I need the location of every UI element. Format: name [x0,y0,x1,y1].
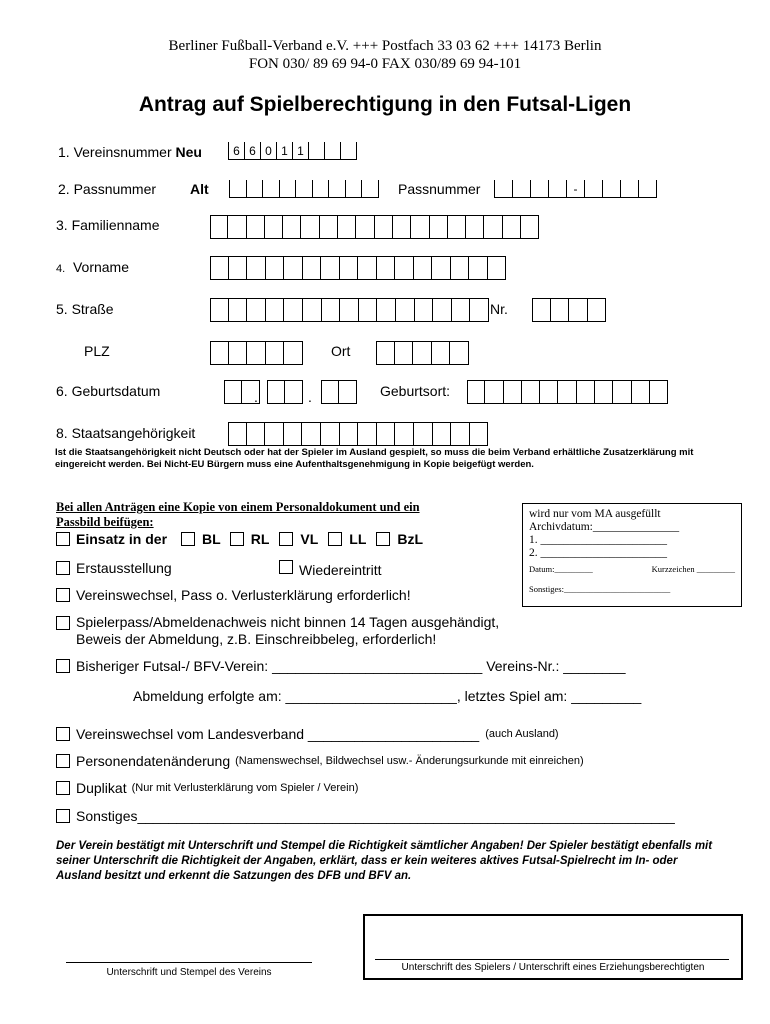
geburtsdatum-label: 6. Geburtsdatum [56,383,161,399]
plz-input[interactable] [210,341,303,365]
character-cell[interactable] [361,180,378,198]
vereinswechsel-label: Vereinswechsel, Pass o. Verlusterklärung erforderlich! [76,587,411,603]
vl-label: VL [300,531,319,547]
neu-label: Neu [175,144,202,160]
spielerpass-checkbox[interactable] [56,616,70,630]
character-cell[interactable] [229,180,246,198]
spieler-signature-label: Unterschrift des Spielers / Unterschrift eines Erziehungsberechtigten [401,962,705,973]
cell-end [356,142,357,160]
character-cell[interactable] [613,380,631,404]
character-cell[interactable] [284,256,303,280]
character-cell[interactable] [229,298,248,322]
duplikat-checkbox[interactable] [56,781,70,795]
character-cell[interactable] [247,215,265,239]
verein-signature-line[interactable] [66,962,312,963]
landesverband-note: (auch Ausland) [485,728,559,740]
character-cell[interactable] [650,380,668,404]
character-cell[interactable] [632,380,650,404]
character-cell[interactable] [470,298,489,322]
bisheriger-verein-label: Bisheriger Futsal-/ BFV-Verein: ___________________________ Vereins-Nr.: ________ [76,658,626,674]
character-cell[interactable] [376,341,395,365]
character-cell[interactable] [312,180,329,198]
character-cell[interactable]: 0 [260,142,276,160]
vereinsnummer-label: 1. Vereinsnummer Neu [58,144,202,160]
character-cell[interactable] [295,180,312,198]
strasse-label: 5. Straße [56,301,114,317]
bisheriger-verein-checkbox[interactable] [56,659,70,673]
character-cell[interactable]: 1 [276,142,292,160]
duplikat-note: (Nur mit Verlusterklärung vom Spieler / Verein) [131,782,359,794]
character-cell[interactable] [358,422,377,446]
character-cell[interactable] [395,422,414,446]
strasse-input[interactable] [210,298,489,322]
rl-checkbox[interactable] [230,532,244,546]
character-cell[interactable] [324,142,340,160]
character-cell[interactable] [595,380,613,404]
character-cell[interactable] [359,298,378,322]
character-cell[interactable] [467,380,485,404]
character-cell[interactable] [303,298,322,322]
character-cell[interactable] [262,180,279,198]
header-contact: FON 030/ 89 69 94-0 FAX 030/89 69 94-101 [248,56,522,72]
character-cell[interactable] [284,422,303,446]
character-cell[interactable] [340,298,359,322]
geburtsmonat-input[interactable] [267,380,303,404]
character-cell[interactable] [638,180,656,198]
character-cell[interactable] [430,215,448,239]
ll-checkbox[interactable] [328,532,342,546]
character-cell[interactable] [558,380,576,404]
character-cell[interactable] [210,341,229,365]
character-cell[interactable] [228,422,247,446]
abmeldung-label: Abmeldung erfolgte am: ______________________, letztes Spiel am: _________ [133,688,642,704]
character-cell[interactable] [396,298,415,322]
character-cell[interactable] [266,298,285,322]
character-cell[interactable]: 6 [228,142,244,160]
verein-signature-label: Unterschrift und Stempel des Vereins [106,967,272,978]
einsatz-row: Einsatz in der BL RL VL LL BzL [56,531,423,547]
character-cell[interactable] [540,380,558,404]
character-cell[interactable] [284,298,303,322]
character-cell[interactable] [338,215,356,239]
vl-checkbox[interactable] [279,532,293,546]
character-cell[interactable] [301,215,319,239]
character-cell[interactable] [266,341,285,365]
passnummer2-label: Passnummer [398,181,481,197]
character-cell[interactable] [551,298,570,322]
character-cell[interactable] [395,256,414,280]
character-cell[interactable] [320,215,338,239]
vorname-input[interactable] [210,256,506,280]
character-cell[interactable] [504,380,522,404]
character-cell[interactable] [308,142,324,160]
character-cell[interactable] [247,341,266,365]
character-cell[interactable] [210,298,229,322]
vorname-label: 4. Vorname [56,259,130,275]
character-cell[interactable] [451,256,470,280]
erstausstellung-checkbox[interactable] [56,561,70,575]
character-cell[interactable] [522,380,540,404]
character-cell[interactable] [340,142,356,160]
alt-label: Alt [190,181,209,197]
character-cell[interactable] [415,298,434,322]
geburtsjahr-input[interactable] [321,380,357,404]
character-cell[interactable] [448,215,466,239]
kopie-note: Bei allen Anträgen eine Kopie von einem Personaldokument und ein Passbild beifügen: [56,500,420,529]
landesverband-checkbox[interactable] [56,727,70,741]
character-cell[interactable] [345,180,362,198]
character-cell[interactable] [283,215,301,239]
character-cell[interactable] [377,422,396,446]
character-cell[interactable] [356,215,374,239]
character-cell[interactable] [375,215,393,239]
date-separator: . [308,389,312,405]
date-separator: . [254,389,258,405]
character-cell[interactable] [512,180,530,198]
rl-label: RL [250,531,270,547]
ll-label: LL [349,531,367,547]
character-cell[interactable] [484,215,502,239]
character-cell[interactable] [530,180,548,198]
cell-end [656,180,657,198]
passnummer-label: 2. Passnummer [58,181,157,197]
plz-label: PLZ [84,343,110,359]
familienname-label: 3. Familienname [56,217,160,233]
bl-checkbox[interactable] [181,532,195,546]
character-cell[interactable] [584,180,602,198]
character-cell[interactable] [503,215,521,239]
spieler-signature-line [375,959,729,960]
familienname-input[interactable] [210,215,539,239]
passnummer2-input[interactable] [494,180,657,198]
einsatz-checkbox[interactable] [56,532,70,546]
character-cell[interactable] [432,341,451,365]
ort-label: Ort [331,343,351,359]
character-cell[interactable] [377,298,396,322]
ort-input[interactable] [376,341,469,365]
character-cell[interactable] [321,380,339,404]
character-cell[interactable] [340,256,359,280]
wiedereintritt-checkbox[interactable] [279,560,293,574]
character-cell[interactable] [339,380,357,404]
character-cell[interactable] [433,298,452,322]
character-cell[interactable] [377,256,396,280]
character-cell[interactable] [450,341,469,365]
wiedereintritt-label: Wiedereintritt [299,562,382,578]
character-cell[interactable] [433,422,452,446]
character-cell[interactable] [588,298,607,322]
character-cell[interactable] [265,422,284,446]
geburtsort-label: Geburtsort: [380,383,451,399]
nr-label: Nr. [490,301,508,317]
character-cell[interactable] [548,180,566,198]
character-cell[interactable] [302,422,321,446]
duplikat-label: Duplikat [76,780,127,796]
character-cell[interactable] [229,256,248,280]
character-cell[interactable] [569,298,588,322]
staat-input[interactable] [228,422,488,446]
character-cell[interactable] [210,215,228,239]
bl-label: BL [202,531,221,547]
landesverband-label: Vereinswechsel vom Landesverband ______________________ [76,726,480,742]
character-cell[interactable] [267,380,285,404]
character-cell[interactable] [413,341,432,365]
character-cell[interactable] [395,341,414,365]
sonstiges-label: Sonstiges_____________________________________________________________________ [76,808,675,824]
bzl-checkbox[interactable] [376,532,390,546]
character-cell[interactable] [469,256,488,280]
character-cell[interactable]: 1 [292,142,308,160]
character-cell[interactable] [284,341,303,365]
character-cell[interactable] [247,256,266,280]
character-cell[interactable] [577,380,595,404]
personendaten-label: Personendatenänderung [76,753,231,769]
spielerpass-label: Spielerpass/Abmeldenachweis nicht binnen 14 Tagen ausgehändigt, Beweis der Abmeldung, z.B. Einschreibbeleg, erforderlich! [76,614,500,647]
ma-box: wird nur vom MA ausgefüllt Archivdatum:_______________ 1. ______________________ 2. ______________________ Datum:_________ Kurzzeichen _________ Sonstiges:_________________________ [522,503,742,607]
character-cell[interactable] [488,256,507,280]
bzl-label: BzL [397,531,424,547]
character-cell[interactable] [432,256,451,280]
character-cell[interactable] [228,215,246,239]
character-cell[interactable] [393,215,411,239]
character-cell[interactable]: - [566,180,584,198]
sonstiges-checkbox[interactable] [56,809,70,823]
character-cell[interactable] [358,256,377,280]
staat-label: 8. Staatsangehörigkeit [56,425,196,441]
cell-end [378,180,379,198]
geburtsort-input[interactable] [467,380,668,404]
character-cell[interactable] [466,215,484,239]
character-cell[interactable] [328,180,345,198]
character-cell[interactable] [246,180,263,198]
character-cell[interactable] [265,215,283,239]
character-cell[interactable] [485,380,503,404]
character-cell[interactable] [340,422,359,446]
character-cell[interactable] [224,380,242,404]
vereinsnummer-input[interactable] [228,142,357,160]
character-cell[interactable] [247,298,266,322]
personendaten-note: (Namenswechsel, Bildwechsel usw.- Änderungsurkunde mit einreichen) [235,755,584,767]
character-cell[interactable] [414,256,433,280]
character-cell[interactable] [414,422,433,446]
personendaten-checkbox[interactable] [56,754,70,768]
character-cell[interactable]: 6 [244,142,260,160]
character-cell[interactable] [451,422,470,446]
character-cell[interactable] [602,180,620,198]
hausnummer-input[interactable] [532,298,606,322]
character-cell[interactable] [247,422,266,446]
character-cell[interactable] [210,256,229,280]
vereinswechsel-checkbox[interactable] [56,588,70,602]
character-cell[interactable] [279,180,296,198]
character-cell[interactable] [620,180,638,198]
erstausstellung-label: Erstausstellung [76,560,172,576]
character-cell[interactable] [411,215,429,239]
character-cell[interactable] [321,422,340,446]
passnummer-alt-input[interactable] [229,180,379,198]
character-cell[interactable] [452,298,471,322]
character-cell[interactable] [321,256,340,280]
declaration-text: Der Verein bestätigt mit Unterschrift und Stempel die Richtigkeit sämtlicher Angaben! Der Spieler bestätigt ebenfalls mit seiner Unterschrift die Richtigkeit der Angaben, erklärt, dass er kein weiteres aktives Futsal-Spielrecht im In- oder Ausland besitzt und erkennt die Satzungen des DFB und BFV an. [56,840,713,882]
character-cell[interactable] [285,380,303,404]
character-cell[interactable] [470,422,489,446]
character-cell[interactable] [532,298,551,322]
character-cell[interactable] [494,180,512,198]
character-cell[interactable] [521,215,539,239]
spieler-signature-box[interactable] [363,914,743,980]
page-title: Antrag auf Spielberechtigung in den Futsal-Ligen [138,93,632,116]
character-cell[interactable] [266,256,285,280]
character-cell[interactable] [322,298,341,322]
character-cell[interactable] [303,256,322,280]
character-cell[interactable] [229,341,248,365]
header-address: Berliner Fußball-Verband e.V. +++ Postfach 33 03 62 +++ 14173 Berlin [168,38,602,54]
staat-note: Ist die Staatsangehörigkeit nicht Deutsch oder hat der Spieler im Ausland gespielt, so muss die beim Verband erhältliche Zusatzerklärung mit eingereicht werden. Bei Nicht-EU Bürgern muss eine Aufenthaltsgenehmigung in Kopie beigefügt werden. [55,447,694,470]
